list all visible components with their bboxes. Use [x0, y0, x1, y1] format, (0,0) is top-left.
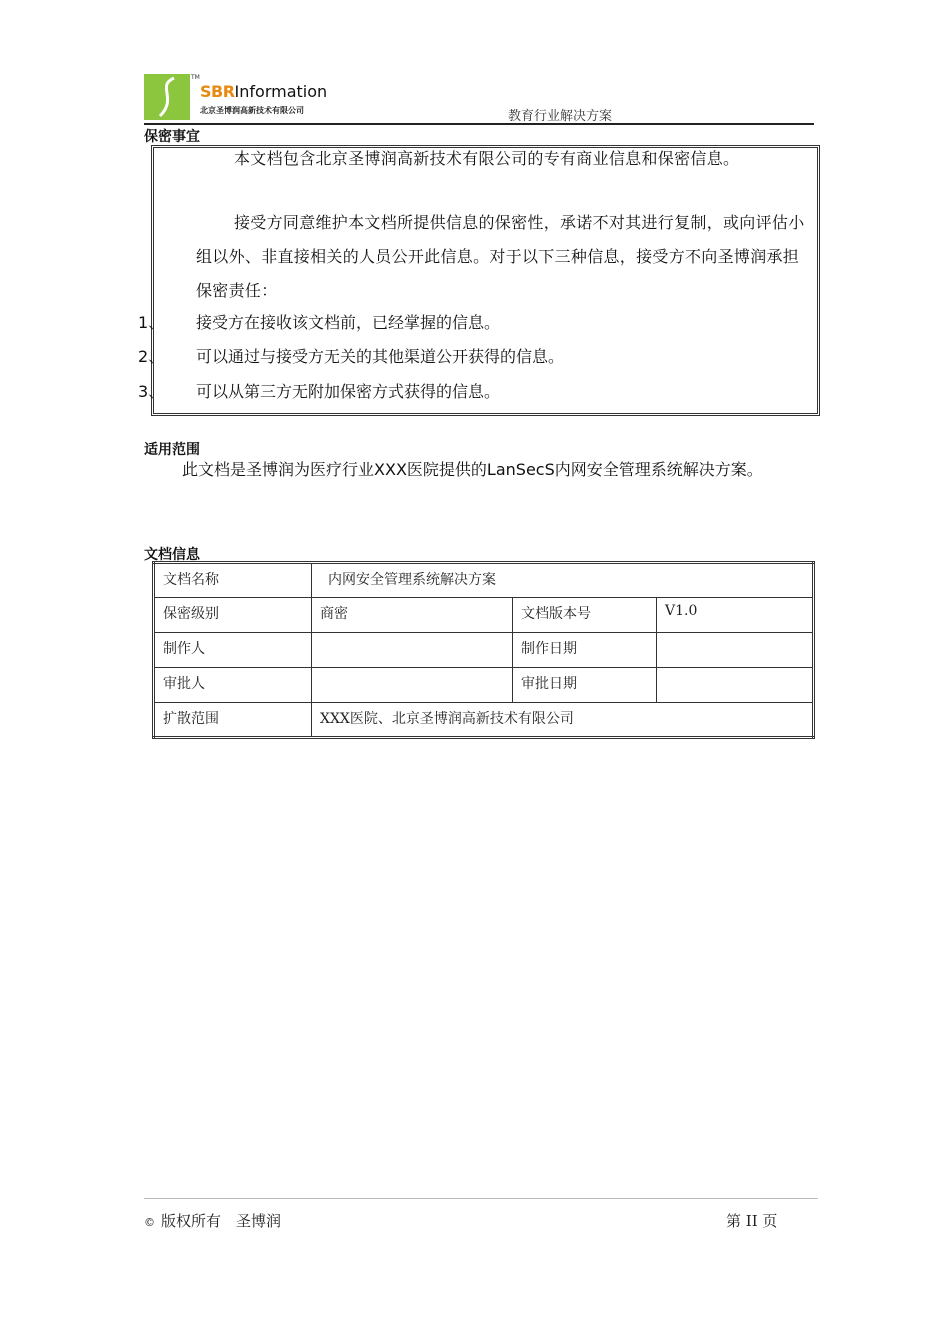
created-date-value: [657, 633, 814, 668]
table-row: [154, 563, 814, 598]
logo-brand: [200, 82, 327, 101]
scope-hospital-code: XXX: [374, 460, 407, 479]
doc-name-label: 文档名称: [154, 563, 312, 598]
confidentiality-heading: 保密事宜: [144, 129, 200, 145]
header-divider: [144, 123, 814, 125]
footer-divider: [144, 1198, 818, 1199]
company-logo: [144, 74, 344, 122]
approval-date-value: [657, 668, 814, 703]
copyright-text: 版权所有 圣博润: [161, 1212, 282, 1230]
confidentiality-paragraph-1: 本文档包含北京圣博润高新技术有限公司的专有商业信息和保密信息。: [234, 149, 740, 168]
security-level-value: 商密: [312, 598, 513, 633]
logo-company-name: 北京圣博润高新技术有限公司: [200, 106, 304, 115]
logo-brand-prefix: SBR: [200, 82, 235, 101]
author-value: [312, 633, 513, 668]
confidentiality-paragraph-2: 接受方同意维护本文档所提供信息的保密性，承诺不对其进行复制，或向评估小组以外、非直接相关的人员公开此信息。对于以下三种信息，接受方不向圣博润承担保密责任：: [196, 213, 805, 300]
scope-product-name: LanSecS: [486, 460, 555, 479]
footer-copyright: [144, 1210, 281, 1231]
confidentiality-item-text: 可以从第三方无附加保密方式获得的信息。: [196, 382, 501, 401]
logo-brand-suffix: Information: [234, 82, 328, 101]
distribution-scope-value: XXX医院、北京圣博润高新技术有限公司: [312, 703, 814, 738]
scope-heading: 适用范围: [144, 442, 200, 458]
approver-value: [312, 668, 513, 703]
distribution-scope-label: 扩散范围: [154, 703, 312, 738]
table-row: [154, 633, 814, 668]
confidentiality-item-number: 2、: [138, 347, 165, 366]
scope-text-part: 内网安全管理系统解决方案。: [554, 460, 763, 479]
created-date-label: 制作日期: [513, 633, 657, 668]
scope-text-part: 医院提供的: [406, 460, 487, 479]
author-label: 制作人: [154, 633, 312, 668]
security-level-label: 保密级别: [154, 598, 312, 633]
approval-date-label: 审批日期: [513, 668, 657, 703]
copyright-icon: ©: [144, 1216, 155, 1229]
scope-paragraph: [144, 453, 814, 487]
scope-text-part: 此文档是圣博润为医疗行业: [182, 460, 375, 479]
page-number: 第 II 页: [726, 1212, 778, 1230]
logo-mark-icon: [144, 74, 190, 120]
logo-trademark: TM: [191, 74, 200, 81]
doc-info-heading: 文档信息: [144, 547, 200, 563]
doc-info-table: [152, 561, 815, 739]
table-row: [154, 598, 814, 633]
confidentiality-item-text: 接受方在接收该文档前，已经掌握的信息。: [196, 313, 501, 332]
doc-version-label: 文档版本号: [513, 598, 657, 633]
approver-label: 审批人: [154, 668, 312, 703]
doc-version-value: V1.0: [657, 598, 814, 633]
confidentiality-item-number: 3、: [138, 382, 165, 401]
confidentiality-item-text: 可以通过与接受方无关的其他渠道公开获得的信息。: [196, 347, 565, 366]
table-row: [154, 703, 814, 738]
table-row: [154, 668, 814, 703]
confidentiality-item-number: 1、: [138, 313, 165, 332]
header-document-title: 教育行业解决方案: [508, 109, 613, 124]
doc-name-value: 内网安全管理系统解决方案: [312, 563, 814, 598]
